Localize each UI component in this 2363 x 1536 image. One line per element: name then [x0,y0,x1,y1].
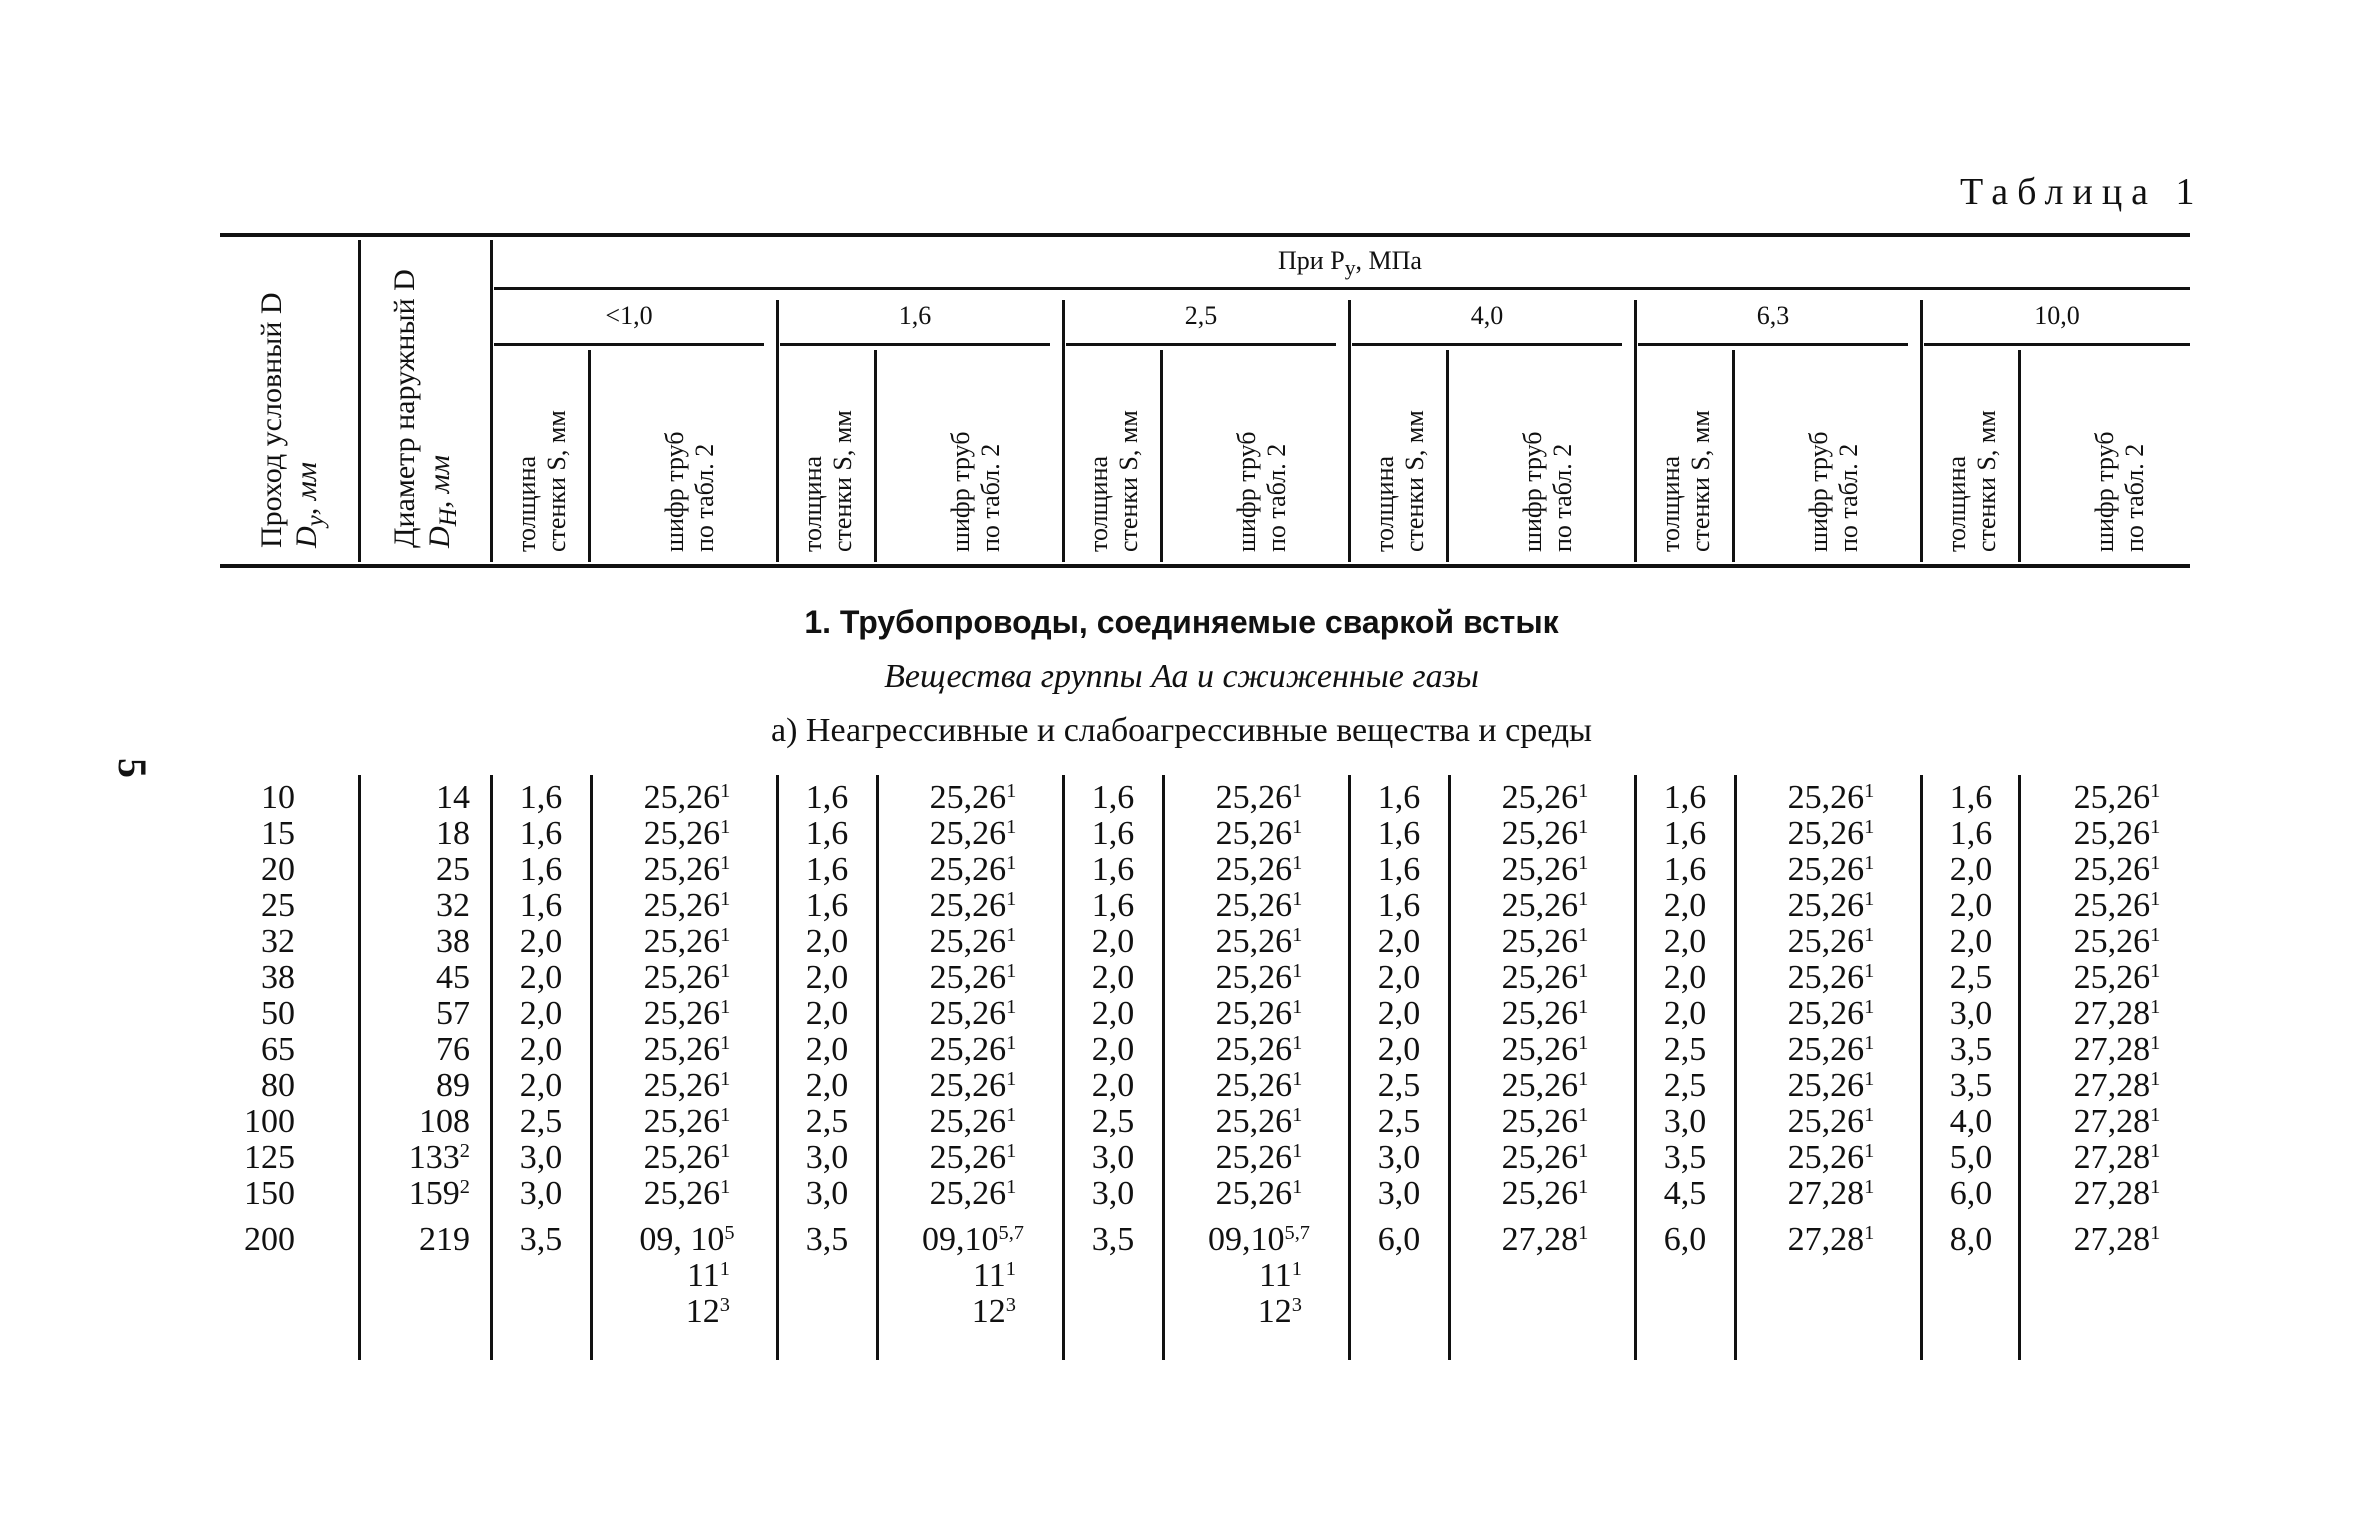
col-thickness-2-cell: 3,5 [805,1221,849,1258]
col-thickness-4-cell: 3,0 [1377,1175,1421,1212]
hv-3 [776,300,779,562]
body-vline-11 [1734,775,1737,1360]
col-code-4-cell: 25,26$^1$ [1501,1175,1589,1212]
col-code-1-cell: 25,26$^1$ [643,923,731,960]
col-code-3-cell: 09,10$^{5,7}$ [1208,1221,1310,1258]
col-code-5-cell: 25,26$^1$ [1787,887,1875,924]
col-code-5-cell: 25,26$^1$ [1787,1139,1875,1176]
col-dy-cell: 80 [261,1067,295,1104]
col-thickness-1-cell: 2,0 [519,1067,563,1104]
body-vline-13 [2018,775,2021,1360]
body-vline-2 [490,775,493,1360]
pressure-title: При $P_у$, МПа [1278,246,1422,281]
col-thickness-2-cell: 3,0 [805,1139,849,1176]
col-dy-cell: 10 [261,779,295,816]
col-code-4-cell: 25,26$^1$ [1501,851,1589,888]
col-thickness-2-cell: 1,6 [805,779,849,816]
col-code-6-cell: 25,26$^1$ [2073,923,2161,960]
header-bottom-rule [220,564,2190,568]
col-code-1 [594,780,780,1330]
section-title: 1. Трубопроводы, соединяемые сваркой встык [804,604,1559,640]
col-code-6-cell: 25,26$^1$ [2073,887,2161,924]
header-dy: Проход условный D $D_у$, мм [255,292,329,548]
col-code-2-cell: 25,26$^1$ [929,959,1017,996]
sub-thickness-1: толщина стенки S, мм [512,410,571,552]
col-code-3-cell: 25,26$^1$ [1215,1103,1303,1140]
col-thickness-2-cell: 1,6 [805,851,849,888]
col-code-6 [2024,780,2210,1258]
col-code-4-cell: 25,26$^1$ [1501,1067,1589,1104]
col-code-6-cell: 27,28$^1$ [2073,1031,2161,1068]
col-thickness-6-cell: 5,0 [1949,1139,1993,1176]
col-code-1-cell: 25,26$^1$ [643,1175,731,1212]
col-code-6-cell: 27,28$^1$ [2073,1103,2161,1140]
table-label: Таблица 1 [1960,171,2204,213]
col-thickness-6 [1924,780,2018,1258]
col-dn-cell: 14 [436,779,470,816]
hv-1 [358,240,361,562]
col-dn-cell: 108 [419,1103,470,1140]
pressure-rule [494,287,2190,290]
col-thickness-2-cell: 3,0 [805,1175,849,1212]
sub-thickness-4: толщина стенки S, мм [1370,410,1429,552]
col-dy-cell: 32 [261,923,295,960]
hv-6 [1634,300,1637,562]
col-thickness-1-cell: 2,5 [519,1103,563,1140]
col-code-6-cell: 25,26$^1$ [2073,959,2161,996]
col-code-2-cell: 25,26$^1$ [929,1175,1017,1212]
col-thickness-6-cell: 6,0 [1949,1175,1993,1212]
hv-5 [1348,300,1351,562]
col-thickness-1-cell: 3,0 [519,1139,563,1176]
col-dy-cell: 50 [261,995,295,1032]
pressure-3: 2,5 [1184,301,1218,330]
header-dn: Диаметр наружный D $D_Н$, мм [388,269,462,548]
col-code-5-cell: 25,26$^1$ [1787,779,1875,816]
col-thickness-6-cell: 3,0 [1949,995,1993,1032]
page-number: 5 [110,758,155,778]
col-thickness-5-cell: 1,6 [1663,779,1707,816]
col-thickness-3-cell: 2,0 [1091,1067,1135,1104]
col-thickness-2-cell: 2,0 [805,995,849,1032]
col-thickness-4-cell: 1,6 [1377,851,1421,888]
col-thickness-4-cell: 1,6 [1377,815,1421,852]
col-dn-cell: $159^2$ [408,1175,470,1212]
col-code-1-cell: 25,26$^1$ [643,1103,731,1140]
group-rule-2 [780,343,1050,346]
col-code-3-cell: 25,26$^1$ [1215,1031,1303,1068]
col-code-3 [1166,780,1352,1330]
hv-s1 [588,350,591,562]
pressure-5: 6,3 [1756,301,1790,330]
col-code-4-cell: 25,26$^1$ [1501,887,1589,924]
col-thickness-3-cell: 2,0 [1091,923,1135,960]
col-thickness-5-cell: 2,0 [1663,923,1707,960]
col-code-4-cell: 27,28$^1$ [1501,1221,1589,1258]
col-thickness-4-cell: 2,0 [1377,923,1421,960]
col-code-6-cell: 27,28$^1$ [2073,1221,2161,1258]
body-vline-1 [358,775,361,1360]
col-code-3-cell: 25,26$^1$ [1215,1067,1303,1104]
body-vline-3 [590,775,593,1360]
body-vline-7 [1162,775,1165,1360]
col-thickness-5-cell: 1,6 [1663,815,1707,852]
col-thickness-3-cell: 3,0 [1091,1175,1135,1212]
col-dn-cell: 89 [436,1067,470,1104]
col-thickness-3-cell: 2,5 [1091,1103,1135,1140]
col-code-1-cell: 25,26$^1$ [643,1139,731,1176]
hv-7 [1920,300,1923,562]
sub-code-3: шифр труб по табл. 2 [1232,431,1291,552]
col-thickness-5 [1638,780,1732,1258]
col-code-6-cell: 27,28$^1$ [2073,1067,2161,1104]
section-subtitle: Вещества группы Аа и сжиженные газы [884,658,1479,695]
col-thickness-4-cell: 2,0 [1377,995,1421,1032]
col-thickness-2-cell: 1,6 [805,815,849,852]
col-dy-cell: 15 [261,815,295,852]
col-thickness-5-cell: 6,0 [1663,1221,1707,1258]
col-code-5-cell: 25,26$^1$ [1787,851,1875,888]
col-dy-cell: 38 [261,959,295,996]
col-code-2-cell: 25,26$^1$ [929,1067,1017,1104]
col-thickness-5-cell: 2,5 [1663,1067,1707,1104]
sub-code-1: шифр труб по табл. 2 [660,431,719,552]
col-code-2 [880,780,1066,1330]
row200-extra-line2: $11^1$ [973,1257,1016,1294]
col-code-4-cell: 25,26$^1$ [1501,779,1589,816]
body-vline-9 [1448,775,1451,1360]
col-dn-cell: 32 [436,887,470,924]
hv-2 [490,240,493,562]
sub-code-4: шифр труб по табл. 2 [1518,431,1577,552]
col-thickness-5-cell: 2,0 [1663,887,1707,924]
col-thickness-1-cell: 2,0 [519,1031,563,1068]
col-code-5-cell: 25,26$^1$ [1787,1067,1875,1104]
group-rule-5 [1638,343,1908,346]
col-code-1-cell: 25,26$^1$ [643,995,731,1032]
col-thickness-6-cell: 3,5 [1949,1031,1993,1068]
pressure-4: 4,0 [1470,301,1504,330]
sub-code-5: шифр труб по табл. 2 [1804,431,1863,552]
col-code-4-cell: 25,26$^1$ [1501,1139,1589,1176]
col-code-5-cell: 25,26$^1$ [1787,1031,1875,1068]
col-code-6-cell: 27,28$^1$ [2073,995,2161,1032]
group-rule-3 [1066,343,1336,346]
col-code-3-cell: 25,26$^1$ [1215,995,1303,1032]
col-code-1-cell: 25,26$^1$ [643,779,731,816]
col-code-2-cell: 25,26$^1$ [929,995,1017,1032]
col-thickness-4-cell: 2,0 [1377,1031,1421,1068]
col-code-4-cell: 25,26$^1$ [1501,815,1589,852]
row200-extra-line3: $12^3$ [1257,1293,1302,1330]
col-thickness-3-cell: 2,0 [1091,1031,1135,1068]
col-code-1-cell: 25,26$^1$ [643,1031,731,1068]
col-thickness-2-cell: 2,0 [805,959,849,996]
pressure-6: 10,0 [2034,301,2080,330]
col-code-3-cell: 25,26$^1$ [1215,1139,1303,1176]
col-dn-cell: $133^2$ [408,1139,470,1176]
col-thickness-2-cell: 2,5 [805,1103,849,1140]
col-thickness-3-cell: 1,6 [1091,815,1135,852]
col-code-4-cell: 25,26$^1$ [1501,1103,1589,1140]
col-dn-cell: 25 [436,851,470,888]
col-thickness-4-cell: 3,0 [1377,1139,1421,1176]
col-code-3-cell: 25,26$^1$ [1215,1175,1303,1212]
col-dy-cell: 25 [261,887,295,924]
col-thickness-5-cell: 3,0 [1663,1103,1707,1140]
col-code-2-cell: 25,26$^1$ [929,1139,1017,1176]
sub-thickness-6: толщина стенки S, мм [1942,410,2001,552]
col-thickness-6-cell: 1,6 [1949,815,1993,852]
col-thickness-6-cell: 8,0 [1949,1221,1993,1258]
col-thickness-5-cell: 2,0 [1663,995,1707,1032]
col-code-4-cell: 25,26$^1$ [1501,1031,1589,1068]
col-thickness-6-cell: 2,5 [1949,959,1993,996]
col-thickness-6-cell: 1,6 [1949,779,1993,816]
col-dy-cell: 200 [244,1221,295,1258]
col-code-5-cell: 25,26$^1$ [1787,995,1875,1032]
col-dy-cell: 150 [244,1175,295,1212]
col-code-4-cell: 25,26$^1$ [1501,995,1589,1032]
col-thickness-5-cell: 2,0 [1663,959,1707,996]
col-thickness-3-cell: 2,0 [1091,995,1135,1032]
col-code-2-cell: 25,26$^1$ [929,887,1017,924]
col-dy-cell: 100 [244,1103,295,1140]
col-dy [225,780,295,1258]
col-code-3-cell: 25,26$^1$ [1215,815,1303,852]
col-code-3-cell: 25,26$^1$ [1215,923,1303,960]
col-thickness-6-cell: 4,0 [1949,1103,1993,1140]
col-thickness-2-cell: 1,6 [805,887,849,924]
col-thickness-2-cell: 2,0 [805,1067,849,1104]
col-thickness-6-cell: 2,0 [1949,887,1993,924]
col-code-5-cell: 27,28$^1$ [1787,1221,1875,1258]
col-thickness-6-cell: 2,0 [1949,851,1993,888]
col-code-3-cell: 25,26$^1$ [1215,959,1303,996]
col-code-1-cell: 25,26$^1$ [643,959,731,996]
col-thickness-3-cell: 1,6 [1091,779,1135,816]
col-dn-cell: 45 [436,959,470,996]
col-dy-cell: 20 [261,851,295,888]
section-subsection: а) Неагрессивные и слабоагрессивные вещества и среды [771,712,1592,749]
col-code-2-cell: 25,26$^1$ [929,779,1017,816]
col-code-2-cell: 25,26$^1$ [929,1031,1017,1068]
row200-extra-line2: $11^1$ [1259,1257,1302,1294]
col-code-6-cell: 25,26$^1$ [2073,851,2161,888]
hv-4 [1062,300,1065,562]
col-thickness-4-cell: 1,6 [1377,779,1421,816]
col-code-5 [1738,780,1924,1258]
col-thickness-4-cell: 2,5 [1377,1103,1421,1140]
col-thickness-1 [494,780,588,1258]
col-dn-cell: 18 [436,815,470,852]
sub-thickness-5: толщина стенки S, мм [1656,410,1715,552]
col-thickness-4-cell: 2,0 [1377,959,1421,996]
col-thickness-1-cell: 1,6 [519,779,563,816]
col-code-2-cell: 09,10$^{5,7}$ [922,1221,1024,1258]
col-code-6-cell: 25,26$^1$ [2073,779,2161,816]
col-code-1-cell: 25,26$^1$ [643,851,731,888]
col-thickness-1-cell: 2,0 [519,923,563,960]
col-code-5-cell: 25,26$^1$ [1787,923,1875,960]
pressure-1: <1,0 [605,301,653,330]
col-code-2-cell: 25,26$^1$ [929,1103,1017,1140]
sub-code-6: шифр труб по табл. 2 [2090,431,2149,552]
hv-s4 [1446,350,1449,562]
col-code-3-cell: 25,26$^1$ [1215,851,1303,888]
col-code-3-cell: 25,26$^1$ [1215,779,1303,816]
col-thickness-1-cell: 3,0 [519,1175,563,1212]
sub-thickness-2: толщина стенки S, мм [798,410,857,552]
hv-s5 [1732,350,1735,562]
col-code-5-cell: 25,26$^1$ [1787,815,1875,852]
col-thickness-4-cell: 6,0 [1377,1221,1421,1258]
row200-extra-line2: $11^1$ [687,1257,730,1294]
col-dy-cell: 125 [244,1139,295,1176]
col-code-2-cell: 25,26$^1$ [929,851,1017,888]
col-thickness-4-cell: 2,5 [1377,1067,1421,1104]
col-thickness-3-cell: 3,0 [1091,1139,1135,1176]
col-thickness-6-cell: 2,0 [1949,923,1993,960]
col-thickness-3 [1066,780,1160,1258]
col-code-1-cell: 09, $10^5$ [639,1221,735,1258]
row200-extra-line3: $12^3$ [971,1293,1016,1330]
col-thickness-2 [780,780,874,1258]
sub-thickness-3: толщина стенки S, мм [1084,410,1143,552]
col-thickness-4 [1352,780,1446,1258]
col-thickness-1-cell: 1,6 [519,815,563,852]
row200-extra-line3: $12^3$ [685,1293,730,1330]
col-thickness-2-cell: 2,0 [805,1031,849,1068]
col-code-4-cell: 25,26$^1$ [1501,959,1589,996]
col-dn-cell: 57 [436,995,470,1032]
col-thickness-1-cell: 2,0 [519,959,563,996]
group-rule-4 [1352,343,1622,346]
hv-s6 [2018,350,2021,562]
col-thickness-4-cell: 1,6 [1377,887,1421,924]
col-thickness-3-cell: 1,6 [1091,851,1135,888]
col-dn-cell: 219 [419,1221,470,1258]
col-thickness-3-cell: 3,5 [1091,1221,1135,1258]
header-top-rule [220,233,2190,237]
pressure-2: 1,6 [898,301,932,330]
col-thickness-5-cell: 3,5 [1663,1139,1707,1176]
col-code-5-cell: 25,26$^1$ [1787,1103,1875,1140]
col-thickness-1-cell: 3,5 [519,1221,563,1258]
col-dn-cell: 76 [436,1031,470,1068]
col-thickness-6-cell: 3,5 [1949,1067,1993,1104]
col-thickness-5-cell: 2,5 [1663,1031,1707,1068]
body-vline-5 [876,775,879,1360]
col-code-3-cell: 25,26$^1$ [1215,887,1303,924]
col-thickness-1-cell: 1,6 [519,887,563,924]
col-thickness-1-cell: 1,6 [519,851,563,888]
sub-code-2: шифр труб по табл. 2 [946,431,1005,552]
group-rule-6 [1924,343,2190,346]
col-code-4 [1452,780,1638,1258]
col-dy-cell: 65 [261,1031,295,1068]
col-code-6-cell: 27,28$^1$ [2073,1139,2161,1176]
hv-s3 [1160,350,1163,562]
col-dn [380,780,470,1258]
col-code-5-cell: 25,26$^1$ [1787,959,1875,996]
col-code-6-cell: 25,26$^1$ [2073,815,2161,852]
col-thickness-5-cell: 4,5 [1663,1175,1707,1212]
col-code-1-cell: 25,26$^1$ [643,1067,731,1104]
hv-s2 [874,350,877,562]
col-code-6-cell: 27,28$^1$ [2073,1175,2161,1212]
col-thickness-2-cell: 2,0 [805,923,849,960]
col-code-2-cell: 25,26$^1$ [929,815,1017,852]
col-thickness-5-cell: 1,6 [1663,851,1707,888]
col-code-4-cell: 25,26$^1$ [1501,923,1589,960]
group-rule-1 [494,343,764,346]
col-dn-cell: 38 [436,923,470,960]
col-thickness-3-cell: 1,6 [1091,887,1135,924]
col-code-5-cell: 27,28$^1$ [1787,1175,1875,1212]
col-code-2-cell: 25,26$^1$ [929,923,1017,960]
col-code-1-cell: 25,26$^1$ [643,887,731,924]
col-thickness-3-cell: 2,0 [1091,959,1135,996]
col-thickness-1-cell: 2,0 [519,995,563,1032]
col-code-1-cell: 25,26$^1$ [643,815,731,852]
